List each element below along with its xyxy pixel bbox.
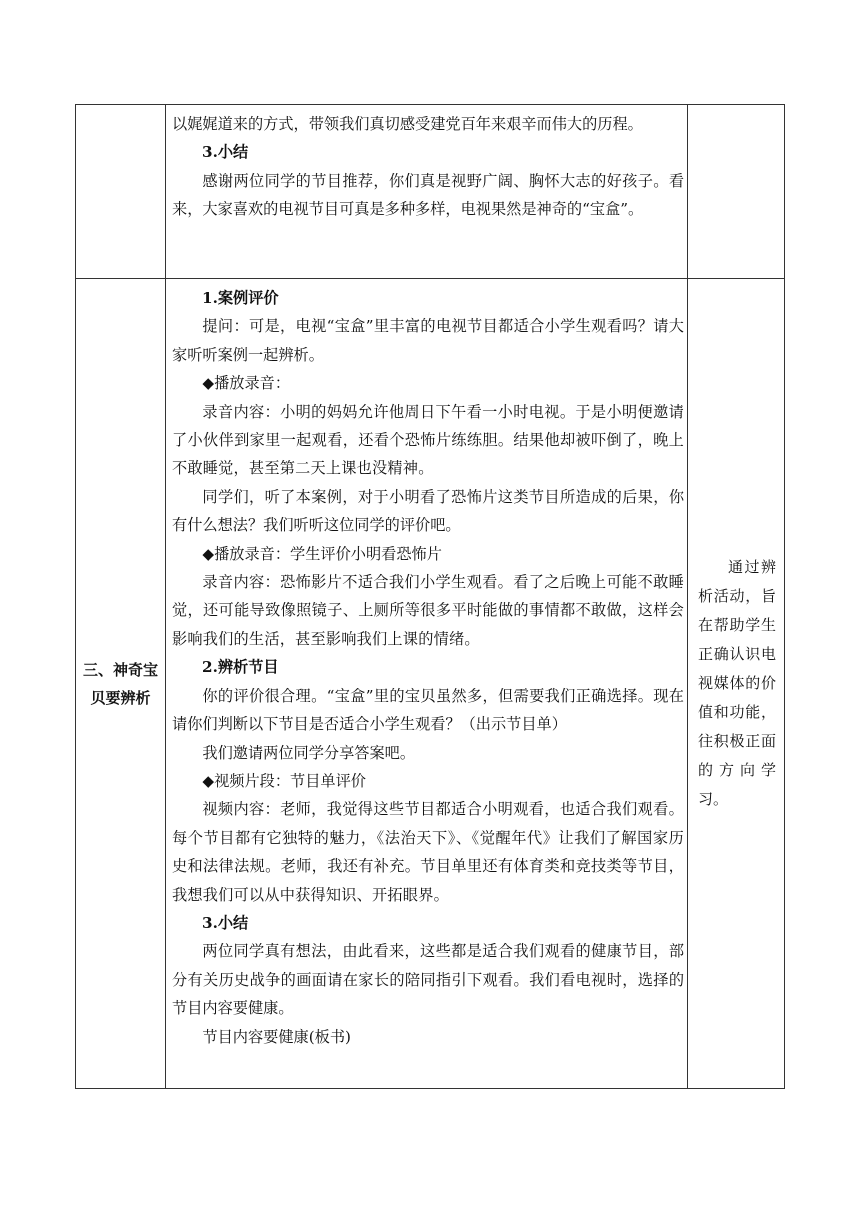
table-row	[76, 279, 785, 1089]
subheading: 3.小结	[202, 913, 249, 932]
paragraph: ◆视频片段：节目单评价	[202, 771, 366, 790]
paragraph: 感谢两位同学的节目推荐，你们真是视野广阔、胸怀大志的好孩子。看来，大家喜欢的电视节目可真是多种多样，电视果然是神奇的“宝盒”。	[172, 171, 684, 219]
paragraph: 两位同学真有想法，由此看来，这些都是适合我们观看的健康节目，部分有关历史战争的画面请在家长的陪同指引下观看。我们看电视时，选择的节目内容要健康。	[172, 942, 684, 1018]
paragraph: 节目内容要健康(板书)	[202, 1027, 351, 1046]
section-title: 三、神奇宝贝要辨析	[82, 660, 158, 707]
paragraph: 录音内容：小明的妈妈允许他周日下午看一小时电视。于是小明便邀请了小伙伴到家里一起观看，还看个恐怖片练练胆。结果他却被吓倒了，晚上不敢睡觉，甚至第二天上课也没精神。	[172, 402, 684, 478]
section-cell	[76, 279, 166, 1089]
subheading: 1.案例评价	[202, 289, 279, 307]
note-cell	[688, 279, 785, 1089]
section-cell-empty	[76, 105, 166, 279]
design-intent-note: 通过辨析活动，旨在帮助学生正确认识电视媒体的价值和功能，往积极正面的方向学习。	[698, 558, 776, 808]
activity-cell	[166, 105, 688, 279]
activity-cell	[166, 279, 688, 1089]
subheading: 3.小结	[202, 143, 249, 162]
paragraph: 录音内容：恐怖影片不适合我们小学生观看。看了之后晚上可能不敢睡觉，还可能导致像照镜子、上厕所等很多平时能做的事情都不敢做，这样会影响我们的生活，甚至影响我们上课的情绪。	[172, 573, 684, 648]
paragraph: 以娓娓道来的方式，带领我们真切感受建党百年来艰辛而伟大的历程。	[172, 115, 643, 133]
table-row	[76, 105, 785, 279]
paragraph: ◆播放录音：	[202, 374, 291, 393]
paragraph: 提问：可是，电视“宝盒”里丰富的电视节目都适合小学生观看吗？请大家听听案例一起辨析。	[172, 317, 684, 364]
note-cell-empty	[688, 105, 785, 279]
paragraph: 你的评价很合理。“宝盒”里的宝贝虽然多，但需要我们正确选择。现在请你们判断以下节目是否适合小学生观看？（出示节目单）	[172, 686, 684, 734]
paragraph: 我们邀请两位同学分享答案吧。	[202, 743, 416, 762]
subheading: 2.辨析节目	[202, 658, 279, 677]
lesson-plan-table	[75, 104, 785, 1089]
paragraph: 视频内容：老师，我觉得这些节目都适合小明观看，也适合我们观看。每个节目都有它独特的魅力，《法治天下》、《觉醒年代》让我们了解国家历史和法律法规。老师，我还有补充。节目单里还有体育类和竞技类等节目，我想我们可以从中获得知识、开拓眼界。	[172, 800, 684, 904]
paragraph: ◆播放录音：学生评价小明看恐怖片	[202, 544, 442, 563]
paragraph: 同学们，听了本案例，对于小明看了恐怖片这类节目所造成的后果，你有什么想法？我们听听这位同学的评价吧。	[172, 487, 684, 535]
